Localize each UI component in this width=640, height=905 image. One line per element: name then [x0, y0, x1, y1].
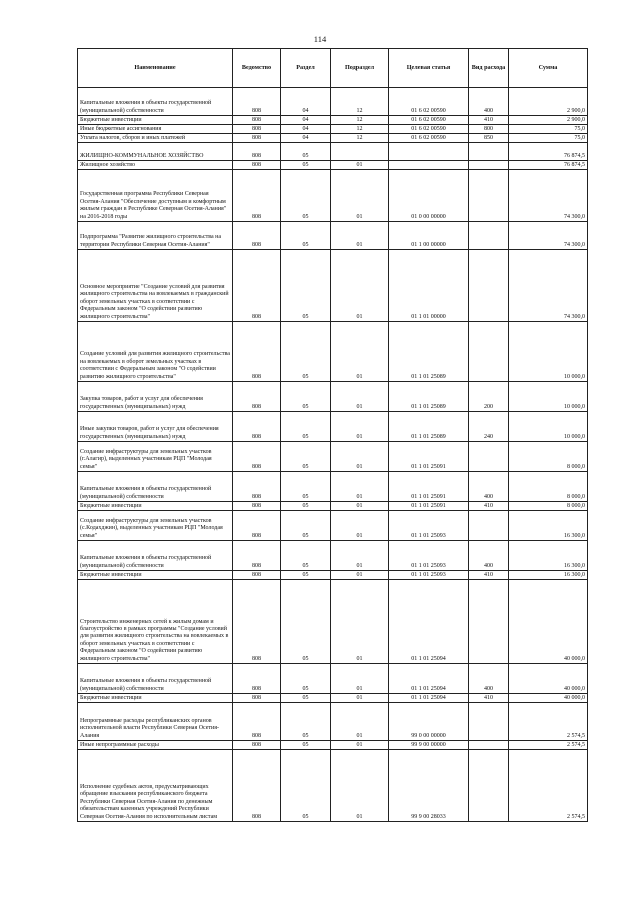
- row-target-item: 01 1 01 25091: [389, 442, 469, 472]
- row-target-item: 01 1 01 25094: [389, 580, 469, 664]
- row-name: Иные закупки товаров, работ и услуг для обеспечения государственных (муниципальных) нужд: [78, 412, 233, 442]
- row-target-item: 01 1 00 00000: [389, 222, 469, 250]
- row-name: Уплата налогов, сборов и иных платежей: [78, 134, 233, 143]
- row-name: Закупка товаров, работ и услуг для обеспечения государственных (муниципальных) нужд: [78, 382, 233, 412]
- row-department: 808: [233, 571, 281, 580]
- row-expense-type: [469, 442, 509, 472]
- row-amount: 76 874,5: [509, 161, 588, 170]
- row-target-item: 01 1 01 25093: [389, 541, 469, 571]
- row-target-item: 01 1 01 25091: [389, 472, 469, 502]
- row-subsection: 12: [331, 125, 389, 134]
- table-row: [78, 250, 588, 322]
- table-row: [78, 703, 588, 741]
- row-amount: 40 000,0: [509, 694, 588, 703]
- row-subsection: 01: [331, 703, 389, 741]
- row-target-item: 01 1 01 25091: [389, 502, 469, 511]
- row-amount: 10 000,0: [509, 322, 588, 382]
- row-expense-type: 410: [469, 502, 509, 511]
- row-section: 05: [281, 703, 331, 741]
- row-subsection: 01: [331, 222, 389, 250]
- row-expense-type: 410: [469, 571, 509, 580]
- row-target-item: 01 6 02 00590: [389, 88, 469, 116]
- row-department: 808: [233, 703, 281, 741]
- row-amount: 8 000,0: [509, 502, 588, 511]
- table-row: [78, 382, 588, 412]
- row-department: 808: [233, 412, 281, 442]
- row-name: Капитальные вложения в объекты государственной (муниципальной) собственности: [78, 541, 233, 571]
- row-department: 808: [233, 88, 281, 116]
- row-department: 808: [233, 472, 281, 502]
- row-name: Строительство инженерных сетей к жилым домам и благоустройство в рамках программы "Создание условий для развития жилищного строительства на вовлекаемых в оборот земельных участках в соответствии с Федеральным законом "О содействии развитию жилищного строительства": [78, 580, 233, 664]
- row-section: 05: [281, 750, 331, 822]
- row-department: 808: [233, 116, 281, 125]
- table-row: [78, 502, 588, 511]
- row-department: 808: [233, 222, 281, 250]
- row-expense-type: [469, 580, 509, 664]
- header-expense-type: Вид расхода: [469, 49, 509, 88]
- row-section: 05: [281, 250, 331, 322]
- row-subsection: 12: [331, 116, 389, 125]
- row-subsection: 01: [331, 170, 389, 222]
- row-section: 05: [281, 694, 331, 703]
- row-department: 808: [233, 511, 281, 541]
- row-target-item: 01 6 02 00590: [389, 116, 469, 125]
- row-section: 05: [281, 222, 331, 250]
- row-expense-type: [469, 322, 509, 382]
- table-row: [78, 541, 588, 571]
- row-target-item: 01 1 01 25094: [389, 664, 469, 694]
- row-name: Бюджетные инвестиции: [78, 116, 233, 125]
- row-name: Капитальные вложения в объекты государственной (муниципальной) собственности: [78, 472, 233, 502]
- table-row: [78, 125, 588, 134]
- table-row: [78, 170, 588, 222]
- row-subsection: 01: [331, 472, 389, 502]
- table-row: [78, 442, 588, 472]
- row-amount: 2 574,5: [509, 703, 588, 741]
- row-subsection: 01: [331, 412, 389, 442]
- header-target-item: Целевая статья: [389, 49, 469, 88]
- row-name: Бюджетные инвестиции: [78, 502, 233, 511]
- row-subsection: 01: [331, 741, 389, 750]
- row-expense-type: 410: [469, 116, 509, 125]
- header-subsection: Подраздел: [331, 49, 389, 88]
- header-amount: Сумма: [509, 49, 588, 88]
- row-section: 05: [281, 511, 331, 541]
- row-department: 808: [233, 134, 281, 143]
- row-department: 808: [233, 322, 281, 382]
- row-target-item: [389, 143, 469, 161]
- row-name: Иные непрограммные расходы: [78, 741, 233, 750]
- row-department: 808: [233, 750, 281, 822]
- row-amount: 16 300,0: [509, 541, 588, 571]
- row-subsection: 01: [331, 442, 389, 472]
- header-department: Ведомство: [233, 49, 281, 88]
- row-subsection: 01: [331, 694, 389, 703]
- row-target-item: 99 9 00 00000: [389, 741, 469, 750]
- row-section: 05: [281, 170, 331, 222]
- row-target-item: 01 6 02 00590: [389, 125, 469, 134]
- row-name: Капитальные вложения в объекты государственной (муниципальной) собственности: [78, 88, 233, 116]
- row-section: 05: [281, 472, 331, 502]
- row-expense-type: 240: [469, 412, 509, 442]
- row-target-item: 01 1 01 00000: [389, 250, 469, 322]
- row-amount: 75,0: [509, 134, 588, 143]
- row-expense-type: 410: [469, 694, 509, 703]
- row-subsection: 01: [331, 382, 389, 412]
- row-name: Капитальные вложения в объекты государственной (муниципальной) собственности: [78, 664, 233, 694]
- table-header-row: [78, 49, 588, 88]
- row-name: Исполнение судебных актов, предусматривающих обращение взыскания республиканского бюджета Республики Северная Осетия-Алания по денежным обязательствам казенных учреждений Республики Северная Осетия-Алания по исполнительным листам: [78, 750, 233, 822]
- row-expense-type: 200: [469, 382, 509, 412]
- row-amount: 8 000,0: [509, 442, 588, 472]
- row-expense-type: 400: [469, 664, 509, 694]
- row-amount: 2 574,5: [509, 750, 588, 822]
- row-name: Создание инфраструктуры для земельных участков (с.Кодахджин), выделенных участникам РЦП "Молодая семья": [78, 511, 233, 541]
- row-expense-type: 400: [469, 541, 509, 571]
- row-target-item: 01 1 01 25093: [389, 511, 469, 541]
- table-row: [78, 571, 588, 580]
- row-section: 04: [281, 116, 331, 125]
- row-expense-type: [469, 170, 509, 222]
- row-section: 05: [281, 502, 331, 511]
- row-section: 05: [281, 541, 331, 571]
- row-subsection: 01: [331, 511, 389, 541]
- row-amount: 10 000,0: [509, 412, 588, 442]
- row-name: Основное мероприятие "Создание условий для развития жилищного строительства на вовлекаемых в гражданский оборот земельных участках в соответствии с Федеральным законом "О содействии развитию жилищного строительства": [78, 250, 233, 322]
- row-expense-type: [469, 703, 509, 741]
- row-amount: 76 874,5: [509, 143, 588, 161]
- row-amount: 74 300,0: [509, 222, 588, 250]
- table-row: [78, 322, 588, 382]
- row-name: Создание условий для развития жилищного строительства на вовлекаемых в оборот земельных участках в соответствии с Федеральным законом "О содействии развитию жилищного строительства": [78, 322, 233, 382]
- row-name: Подпрограмма "Развитие жилищного строительства на территории Республики Северная Осетия-Алания": [78, 222, 233, 250]
- row-expense-type: 400: [469, 88, 509, 116]
- row-amount: 40 000,0: [509, 664, 588, 694]
- row-department: 808: [233, 442, 281, 472]
- row-target-item: 01 1 01 25094: [389, 694, 469, 703]
- header-name: Наименование: [78, 49, 233, 88]
- row-target-item: 01 1 01 25089: [389, 322, 469, 382]
- row-amount: 74 300,0: [509, 250, 588, 322]
- row-section: 05: [281, 571, 331, 580]
- row-target-item: 01 1 01 25089: [389, 412, 469, 442]
- table-row: [78, 116, 588, 125]
- row-name: Жилищное хозяйство: [78, 161, 233, 170]
- row-department: 808: [233, 143, 281, 161]
- row-target-item: 01 1 01 25093: [389, 571, 469, 580]
- row-target-item: [389, 161, 469, 170]
- table-row: [78, 161, 588, 170]
- table-row: [78, 88, 588, 116]
- row-amount: 2 900,0: [509, 88, 588, 116]
- row-name: ЖИЛИЩНО-КОММУНАЛЬНОЕ ХОЗЯЙСТВО: [78, 143, 233, 161]
- page-number: 114: [313, 34, 327, 44]
- row-department: 808: [233, 170, 281, 222]
- row-amount: 10 000,0: [509, 382, 588, 412]
- row-section: 05: [281, 664, 331, 694]
- table-row: [78, 134, 588, 143]
- row-amount: 2 900,0: [509, 116, 588, 125]
- row-target-item: 01 0 00 00000: [389, 170, 469, 222]
- row-amount: 74 300,0: [509, 170, 588, 222]
- row-expense-type: [469, 222, 509, 250]
- row-name: Бюджетные инвестиции: [78, 694, 233, 703]
- row-department: 808: [233, 502, 281, 511]
- table-row: [78, 472, 588, 502]
- row-target-item: 99 9 00 28033: [389, 750, 469, 822]
- budget-table: [77, 48, 588, 822]
- row-department: 808: [233, 664, 281, 694]
- row-expense-type: [469, 143, 509, 161]
- row-section: 05: [281, 442, 331, 472]
- row-section: 05: [281, 322, 331, 382]
- row-target-item: 01 6 02 00590: [389, 134, 469, 143]
- row-section: 05: [281, 382, 331, 412]
- table-row: [78, 222, 588, 250]
- row-section: 04: [281, 88, 331, 116]
- row-subsection: 12: [331, 134, 389, 143]
- row-section: 05: [281, 580, 331, 664]
- row-department: 808: [233, 161, 281, 170]
- row-subsection: [331, 143, 389, 161]
- row-section: 04: [281, 125, 331, 134]
- row-subsection: 01: [331, 664, 389, 694]
- row-subsection: 01: [331, 250, 389, 322]
- row-amount: 2 574,5: [509, 741, 588, 750]
- row-subsection: 01: [331, 571, 389, 580]
- row-expense-type: 400: [469, 472, 509, 502]
- table-row: [78, 664, 588, 694]
- table-row: [78, 143, 588, 161]
- row-section: 05: [281, 741, 331, 750]
- row-expense-type: [469, 511, 509, 541]
- table-row: [78, 580, 588, 664]
- row-expense-type: [469, 741, 509, 750]
- row-department: 808: [233, 382, 281, 412]
- row-target-item: 01 1 01 25089: [389, 382, 469, 412]
- row-department: 808: [233, 250, 281, 322]
- table-row: [78, 750, 588, 822]
- row-subsection: 01: [331, 541, 389, 571]
- row-department: 808: [233, 580, 281, 664]
- table-row: [78, 511, 588, 541]
- row-name: Иные бюджетные ассигнования: [78, 125, 233, 134]
- row-expense-type: 800: [469, 125, 509, 134]
- table-row: [78, 694, 588, 703]
- row-amount: 16 300,0: [509, 571, 588, 580]
- row-expense-type: [469, 161, 509, 170]
- row-department: 808: [233, 541, 281, 571]
- row-section: 05: [281, 143, 331, 161]
- row-subsection: 01: [331, 580, 389, 664]
- table-row: [78, 741, 588, 750]
- row-department: 808: [233, 125, 281, 134]
- row-expense-type: [469, 750, 509, 822]
- row-target-item: 99 0 00 00000: [389, 703, 469, 741]
- row-name: Бюджетные инвестиции: [78, 571, 233, 580]
- row-amount: 8 000,0: [509, 472, 588, 502]
- row-subsection: 01: [331, 322, 389, 382]
- table-row: [78, 412, 588, 442]
- header-section: Раздел: [281, 49, 331, 88]
- row-subsection: 12: [331, 88, 389, 116]
- row-expense-type: 850: [469, 134, 509, 143]
- row-amount: 75,0: [509, 125, 588, 134]
- row-section: 04: [281, 134, 331, 143]
- row-subsection: 01: [331, 750, 389, 822]
- row-department: 808: [233, 694, 281, 703]
- row-subsection: 01: [331, 502, 389, 511]
- row-name: Создание инфраструктуры для земельных участков (г.Алагир), выделенных участникам РЦП "Молодая семья": [78, 442, 233, 472]
- row-department: 808: [233, 741, 281, 750]
- row-name: Непрограммные расходы республиканских органов исполнительной власти Республики Северная Осетия-Алания: [78, 703, 233, 741]
- row-amount: 16 300,0: [509, 511, 588, 541]
- row-amount: 40 000,0: [509, 580, 588, 664]
- row-subsection: 01: [331, 161, 389, 170]
- row-section: 05: [281, 412, 331, 442]
- row-section: 05: [281, 161, 331, 170]
- row-expense-type: [469, 250, 509, 322]
- row-name: Государственная программа Республики Северная Осетия-Алания "Обеспечение доступным и комфортным жильем граждан в Республике Северная Осетия-Алания" на 2016-2018 годы: [78, 170, 233, 222]
